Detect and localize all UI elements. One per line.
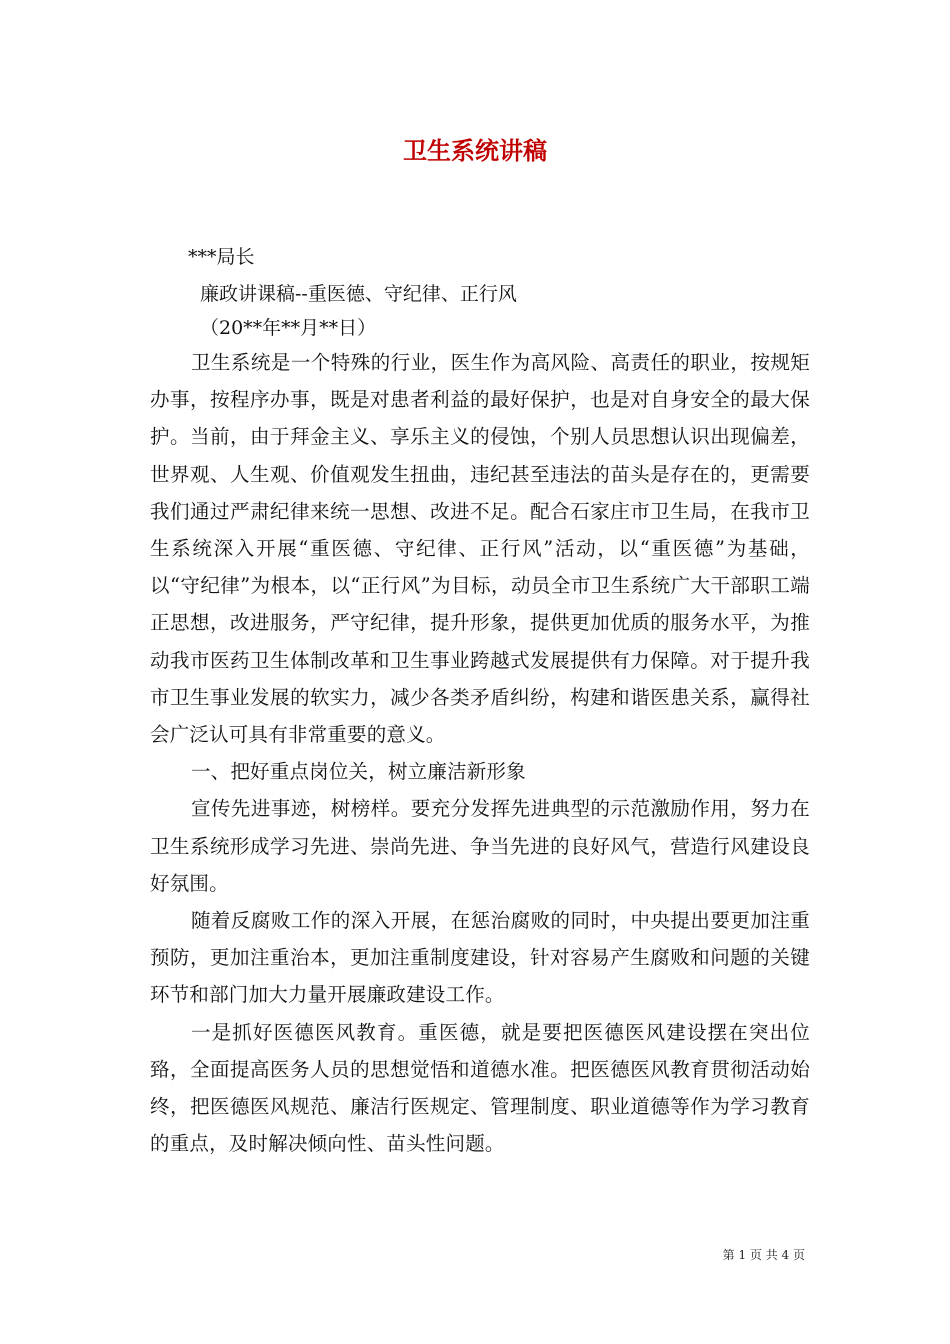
paragraph: 宣传先进事迹，树榜样。要充分发挥先进典型的示范激励作用，努力在卫生系统形成学习先进、崇尚先进、争当先进的良好风气，营造行风建设良好氛围。 (150, 797, 810, 895)
paragraph-intro: 卫生系统是一个特殊的行业，医生作为高风险、高责任的职业，按规矩办事，按程序办事，既是对患者利益的最好保护，也是对自身安全的最大保护。当前，由于拜金主义、享乐主义的侵蚀，个别人员思想认识出现偏差，世界观、人生观、价值观发生扭曲，违纪甚至违法的苗头是存在的，更需要我们通过严肃纪律来统一思想、改进不足。配合石家庄市卫生局，在我市卫生系统深入开展“重医德、守纪律、正行风”活动，以“重医德”为基础，以“守纪律”为根本，以“正行风”为目标，动员全市卫生系统广大干部职工端正思想，改进服务，严守纪律，提升形象，提供更加优质的服务水平，为推动我市医药卫生体制改革和卫生事业跨越式发展提供有力保障。对于提升我市卫生事业发展的软实力，减少各类矛盾纠纷，构建和谐医患关系，赢得社会广泛认可具有非常重要的意义。 (150, 351, 810, 747)
subtitle-line: 廉政讲课稿--重医德、守纪律、正行风 (200, 283, 517, 305)
paragraph: 随着反腐败工作的深入开展，在惩治腐败的同时，中央提出要更加注重预防，更加注重治本，更加注重制度建设，针对容易产生腐败和问题的关键环节和部门加大力量开展廉政建设工作。 (150, 909, 810, 1007)
date-line: （20**年**月**日） (200, 317, 377, 339)
paragraph: 一是抓好医德医风教育。重医德，就是要把医德医风建设摆在突出位臵，全面提高医务人员的思想觉悟和道德水准。把医德医风教育贯彻活动始终，把医德医风规范、廉洁行医规定、管理制度、职业道德等作为学习教育的重点，及时解决倾向性、苗头性问题。 (150, 1020, 810, 1156)
document-body (150, 344, 810, 1162)
page-number: 第 1 页 共 4 页 (722, 1248, 805, 1262)
section-heading-1: 一、把好重点岗位关，树立廉洁新形象 (190, 760, 526, 784)
speaker-line: ***局长 (188, 246, 255, 268)
page-title: 卫生系统讲稿 (403, 136, 547, 165)
